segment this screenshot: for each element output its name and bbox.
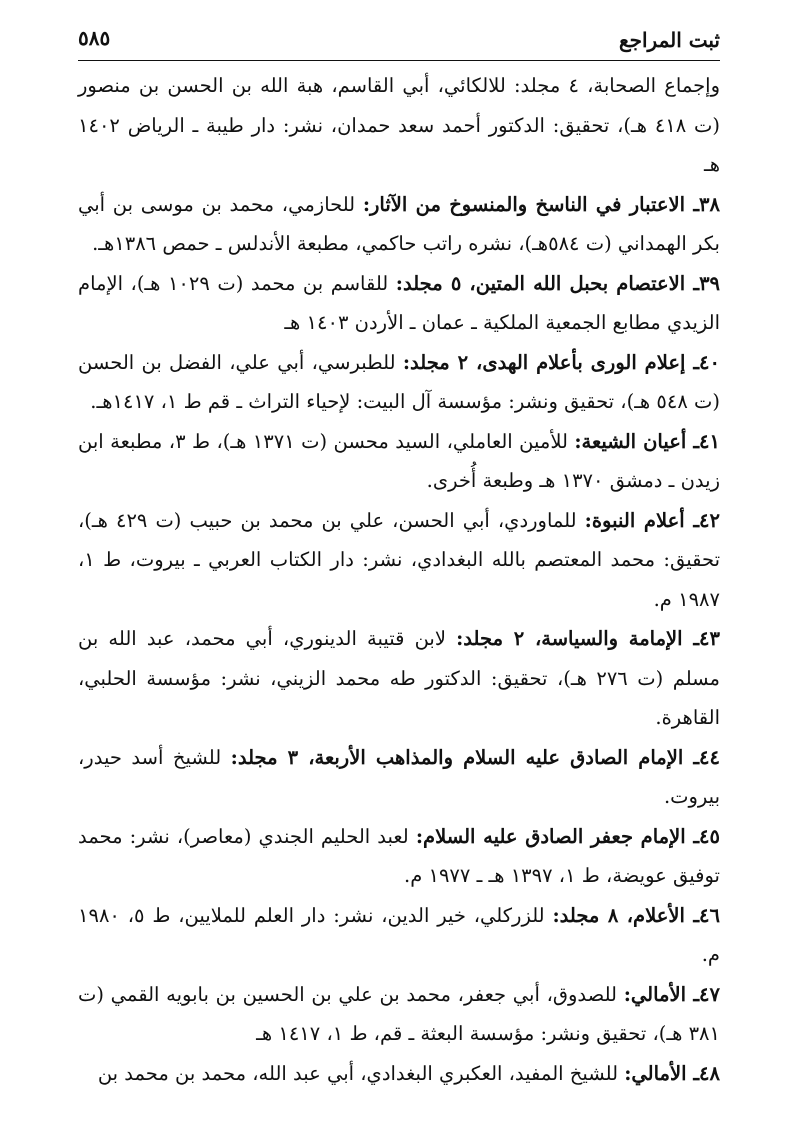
entry-title: ٤٠ـ إعلام الورى بأعلام الهدى، ٢ مجلد: <box>402 350 720 374</box>
bibliography-entry <box>78 817 720 896</box>
entry-details: للقاسم بن محمد (ت ١٠٢٩ هـ)، الإمام الزيدي مطابع الجمعية الملكية ـ عمان ـ الأردن ١٤٠٣ هـ <box>78 271 720 334</box>
bibliography-entry <box>78 501 720 620</box>
bibliography-entry <box>78 343 720 422</box>
bibliography-entry <box>78 975 720 1054</box>
bibliography-entry <box>78 422 720 501</box>
page-header <box>78 24 720 61</box>
entry-details: للزركلي، خير الدين، نشر: دار العلم للملايين، ط ٥، ١٩٨٠ م. <box>78 903 720 966</box>
entry-title: ٤٣ـ الإمامة والسياسة، ٢ مجلد: <box>456 627 720 650</box>
bibliography-entry <box>78 896 720 975</box>
entry-details: لعبد الحليم الجندي (معاصر)، نشر: محمد توفيق عويضة، ط ١، ١٣٩٧ هـ ـ ١٩٧٧ م. <box>78 824 720 887</box>
bibliography-entry <box>78 619 720 738</box>
entry-details: وإجماع الصحابة، ٤ مجلد: للالكائي، أبي القاسم، هبة الله بن الحسن بن منصور (ت ٤١٨ هـ)، تحقيق: الدكتور أحمد سعد حمدان، نشر: دار طيبة ـ الرياض ١٤٠٢ هـ <box>78 74 721 176</box>
entry-title: ٤١ـ أعيان الشيعة: <box>574 429 720 453</box>
running-title: ثبت المراجع <box>618 28 720 52</box>
entry-details: للأمين العاملي، السيد محسن (ت ١٣٧١ هـ)، ط ٣، مطبعة ابن زيدن ـ دمشق ١٣٧٠ هـ وطبعة أُخرى. <box>78 429 720 492</box>
entry-details: للشيخ أسد حيدر، بيروت. <box>78 745 720 808</box>
entry-title: ٤٧ـ الأمالي: <box>623 982 720 1006</box>
bibliography-list <box>78 66 720 1093</box>
bibliography-entry <box>78 264 720 343</box>
page-number: ٥٨٥ <box>78 26 111 50</box>
entry-title: ٤٨ـ الأمالي: <box>624 1061 720 1085</box>
entry-details: للشيخ المفيد، العكبري البغدادي، أبي عبد الله، محمد بن محمد بن <box>97 1061 625 1085</box>
entry-title: ٤٢ـ أعلام النبوة: <box>584 508 720 532</box>
bibliography-entry <box>78 1054 720 1094</box>
bibliography-entry <box>78 185 720 264</box>
entry-details: للصدوق، أبي جعفر، محمد بن علي بن الحسين بن بابويه القمي (ت ٣٨١ هـ)، تحقيق ونشر: مؤسسة البعثة ـ قم، ط ١، ١٤١٧ هـ <box>78 982 720 1045</box>
entry-title: ٣٩ـ الاعتصام بحبل الله المتين، ٥ مجلد: <box>395 271 721 295</box>
entry-title: ٤٥ـ الإمام جعفر الصادق عليه السلام: <box>415 824 720 848</box>
entry-details: للحازمي، محمد بن موسى بن أبي بكر الهمداني (ت ٥٨٤هـ)، نشره راتب حاكمي، مطبعة الأندلس ـ حمص ١٣٨٦هـ. <box>78 192 720 255</box>
bibliography-entry <box>78 66 720 185</box>
entry-title: ٣٨ـ الاعتبار في الناسخ والمنسوخ من الآثار: <box>362 192 720 216</box>
bibliography-entry <box>78 738 720 817</box>
entry-title: ٤٦ـ الأعلام، ٨ مجلد: <box>552 903 720 927</box>
entry-title: ٤٤ـ الإمام الصادق عليه السلام والمذاهب الأربعة، ٣ مجلد: <box>230 745 720 769</box>
entry-details: لابن قتيبة الدينوري، أبي محمد، عبد الله بن مسلم (ت ٢٧٦ هـ)، تحقيق: الدكتور طه محمد الزيني، نشر: مؤسسة الحلبي، القاهرة. <box>78 627 721 729</box>
entry-details: للماوردي، أبي الحسن، علي بن محمد بن حبيب (ت ٤٢٩ هـ)، تحقيق: محمد المعتصم بالله البغدادي، نشر: دار الكتاب العربي ـ بيروت، ط ١، ١٩٨٧ م. <box>78 508 720 611</box>
entry-details: للطبرسي، أبي علي، الفضل بن الحسن (ت ٥٤٨ هـ)، تحقيق ونشر: مؤسسة آل البيت: لإحياء التراث ـ قم ط ١، ١٤١٧هـ. <box>78 350 720 413</box>
